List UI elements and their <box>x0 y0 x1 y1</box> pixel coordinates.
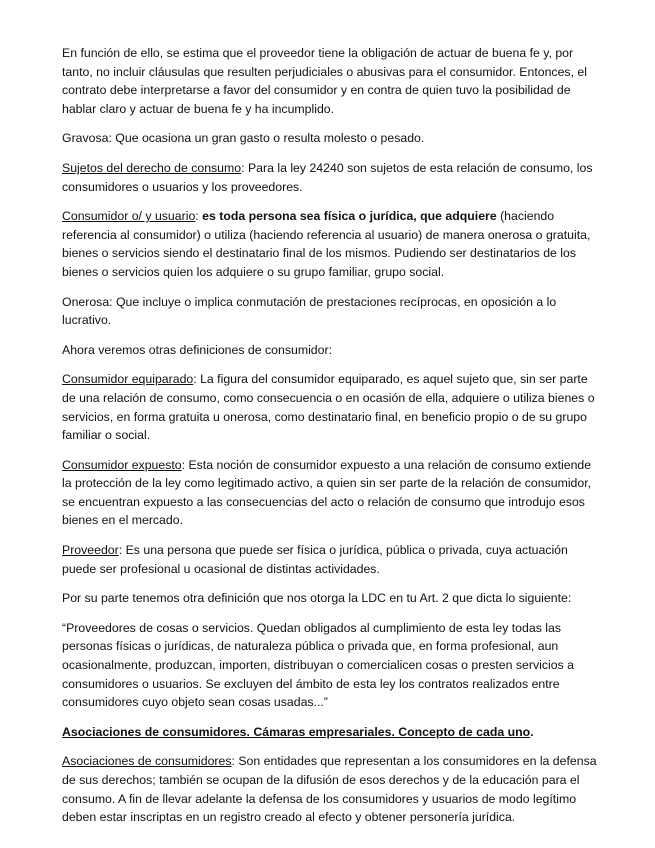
heading-period: . <box>530 724 534 739</box>
paragraph-proveedor-text: : Es una persona que puede ser física o jurídica, pública o privada, cuya actuación puede ser profesional u ocasional de distintas actividades. <box>62 543 568 576</box>
colon: : <box>195 209 203 224</box>
paragraph-consumidor-equiparado <box>62 370 602 444</box>
paragraph-buena-fe-text: En función de ello, se estima que el proveedor tiene la obligación de actuar de buena fe y, por tanto, no incluir cláusulas que resulten perjudiciales o abusivas para el consumidor. Entonces, el contrato debe interpretarse a favor del consumidor y en contra de quien tuvo la posibilidad de hablar claro y actuar de buena fe y ha incumplido. <box>62 46 587 116</box>
paragraph-asociaciones <box>62 752 602 826</box>
paragraph-otras-definiciones-text: Ahora veremos otras definiciones de consumidor: <box>62 342 332 357</box>
paragraph-consumidor-expuesto-text: : Esta noción de consumidor expuesto a una relación de consumo extiende la protección de la ley como legitimado activo, a quien sin ser parte de la relación de consumidor, se encuentran expuesto a las consecuencias del acto o relación de consumo que introdujo esos bienes en el mercado. <box>62 457 592 528</box>
term-consumidor-expuesto: Consumidor expuesto <box>62 457 182 472</box>
section-heading-text: Asociaciones de consumidores. Cámaras empresariales. Concepto de cada uno <box>62 724 531 739</box>
paragraph-ldc-art2-text: Por su parte tenemos otra definición que nos otorga la LDC en tu Art. 2 que dicta lo siguiente: <box>62 591 572 606</box>
paragraph-quote-art2 <box>62 619 602 712</box>
bold-definition: es toda persona sea física o jurídica, que adquiere <box>202 209 497 224</box>
paragraph-buena-fe <box>62 44 602 118</box>
paragraph-gravosa-text: Gravosa: Que ocasiona un gran gasto o resulta molesto o pesado. <box>62 131 425 146</box>
paragraph-sujetos-text: : Para la ley 24240 son sujetos de esta relación de consumo, los consumidores o usuarios y los proveedores. <box>62 160 593 194</box>
paragraph-sujetos <box>62 159 602 196</box>
term-proveedor: Proveedor <box>62 543 119 558</box>
paragraph-otras-definiciones <box>62 341 602 360</box>
paragraph-consumidor-usuario <box>62 207 602 281</box>
paragraph-ldc-art2 <box>62 589 602 608</box>
term-consumidor-usuario: Consumidor o/ y usuario <box>62 209 196 224</box>
paragraph-proveedor <box>62 541 602 578</box>
paragraph-consumidor-usuario-text: (haciendo referencia al consumidor) o utiliza (haciendo referencia al usuario) de manera onerosa o gratuita, bienes o servicios siendo el destinatario final de los mismos. Pudiendo ser destinatarios de los bienes o servicios quien los adquiere o su grupo familiar, grupo social. <box>62 209 591 279</box>
paragraph-consumidor-equiparado-text: : La figura del consumidor equiparado, es aquel sujeto que, sin ser parte de una relación de consumo, como consecuencia o en ocasión de ella, adquiere o utiliza bienes o servicios, en forma gratuita u onerosa, como destinatario final, en beneficio propio o de su grupo familiar o social. <box>62 372 595 443</box>
term-sujetos: Sujetos del derecho de consumo <box>62 160 242 175</box>
paragraph-onerosa <box>62 293 602 330</box>
paragraph-asociaciones-text: : Son entidades que representan a los consumidores en la defensa de sus derechos; también se ocupan de la difusión de esos derechos y de la educación para el consumo. A fin de llevar adelante la defensa de los consumidores y usuarios de modo legítimo deben estar inscriptas en un registro creado al efecto y obtener personería jurídica. <box>62 754 597 825</box>
paragraph-gravosa <box>62 129 602 148</box>
paragraph-consumidor-expuesto <box>62 456 602 530</box>
section-heading-asociaciones <box>62 723 602 742</box>
term-consumidor-equiparado: Consumidor equiparado <box>62 372 194 387</box>
document-page <box>62 44 602 838</box>
term-asociaciones: Asociaciones de consumidores <box>62 754 232 769</box>
paragraph-onerosa-text: Onerosa: Que incluye o implica conmutación de prestaciones recíprocas, en oposición a lo lucrativo. <box>62 294 557 328</box>
paragraph-quote-art2-text: “Proveedores de cosas o servicios. Quedan obligados al cumplimiento de esta ley todas las personas físicas o jurídicas, de naturaleza pública o privada que, en forma profesional, aun ocasionalmente, produzcan, importen, distribuyan o comercialicen cosas o presten servicios a consumidores o usuarios. Se excluyen del ámbito de esta ley los contratos realizados entre consumidores cuyo objeto sean cosas usadas...” <box>62 620 574 710</box>
